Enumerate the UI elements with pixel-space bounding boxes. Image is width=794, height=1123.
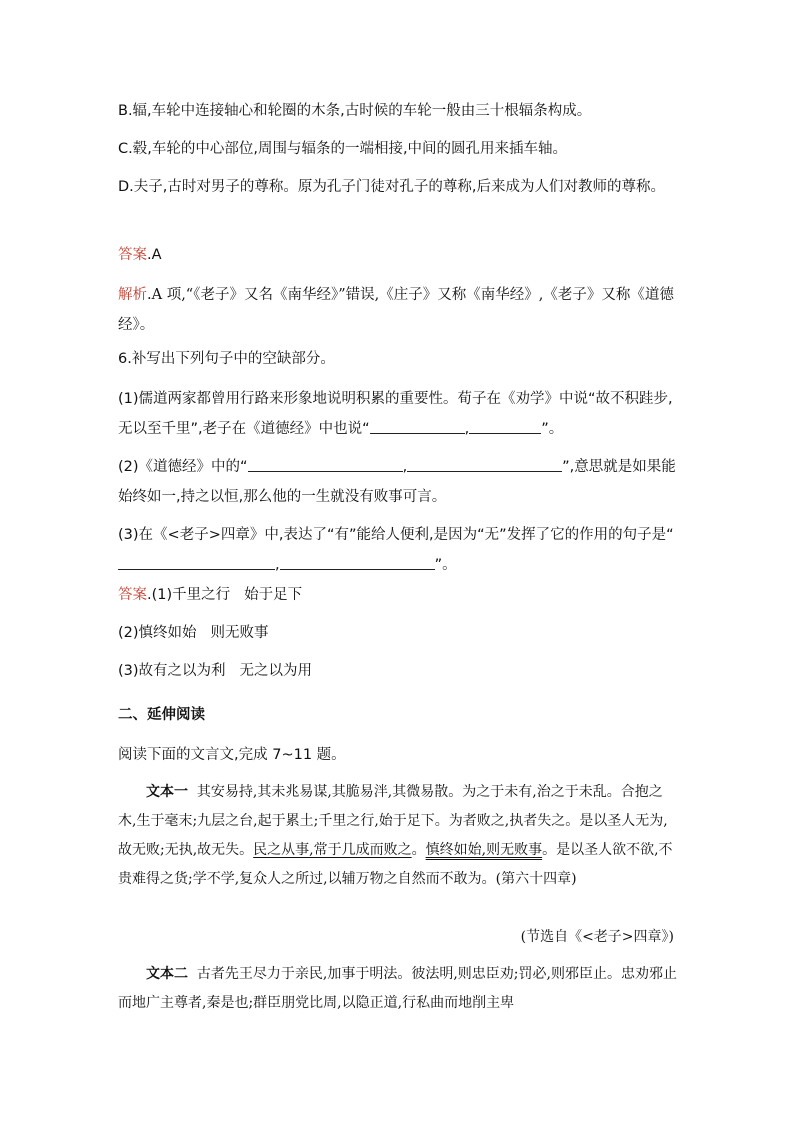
answer-6-1a: .(1)千里之行 (147, 587, 231, 603)
answer-6-1 (118, 580, 678, 610)
answer-blank[interactable] (118, 554, 275, 570)
question-6-title: 6.补写出下列句子中的空缺部分。 (118, 351, 335, 367)
q6-1-end: ”。 (541, 421, 564, 437)
text-one-source: (节选自《<老子>四章》) (520, 929, 674, 945)
reading-intro: 阅读下面的文言文,完成 7~11 题。 (118, 747, 346, 763)
answer-6-3 (118, 656, 678, 686)
analysis-label: 解析 (118, 287, 147, 303)
question-6-2 (118, 452, 678, 512)
answer-6-1b: 始于足下 (244, 587, 303, 603)
answer-6-2b: 则无败事 (210, 625, 269, 641)
option-b: B.辐,车轮中连接轴心和轮圈的木条,古时候的车轮一般由三十根辐条构成。 (118, 103, 592, 119)
answer-6-3b: 无之以为用 (239, 663, 313, 679)
q6-2-start: (2)《道德经》中的“ (118, 459, 248, 475)
answer-blank[interactable] (407, 456, 562, 472)
text-one-label: 文本一 (146, 784, 188, 800)
answer-5-value: .A (147, 247, 162, 263)
q6-3-sep: , (275, 557, 280, 573)
q6-2-sep: , (402, 459, 408, 475)
q6-1-sep: , (464, 421, 470, 437)
q6-2-end: ”,意思就是如果能始终如一,持之以恒,那么他的一生就没有败事可言。 (118, 459, 676, 505)
text-one: 文本一 其安易持,其未兆易谋,其脆易泮,其微易散。为之于未有,治之于未乱。合抱之木,生于毫末;九层之台,起于累土;千里之行,始于足下。为者败之,执者失之。是以圣人无为,故无败;无执,故无失。民之从事,常于几成而败之。慎终如始,则无败事。是以圣人欲不欲,不贵难得之货;学不学,复众人之所过,以辅万物之自然而不敢为。(第六十四章) (118, 784, 673, 887)
analysis-5-text: .A 项,“《老子》又名《南华经》”错误,《庄子》又称《南华经》,《老子》又称《道德经》。 (118, 287, 674, 333)
option-c: C.毂,车轮的中心部位,周围与辐条的一端相接,中间的圆孔用来插车轴。 (118, 141, 568, 157)
text-one-underline: 民之从事,常于几成而败之 (253, 842, 412, 858)
section-heading: 二、延伸阅读 (118, 707, 205, 723)
option-d: D.夫子,古时对男子的尊称。原为孔子门徒对孔子的尊称,后来成为人们对教师的尊称。 (118, 179, 665, 195)
answer-blank[interactable] (469, 418, 541, 434)
q6-3-start: (3)在《<老子>四章》中,表达了“有”能给人便利,是因为“无”发挥了它的作用的句子是“ (118, 527, 674, 543)
text-one-underline-2: 慎终如始,则无败事 (425, 842, 543, 858)
q6-3-end: ”。 (434, 557, 457, 573)
answer-blank[interactable] (370, 418, 465, 434)
text-one-body: 其安易持,其未兆易谋,其脆易泮,其微易散。为之于未有,治之于未乱。合抱之木,生于毫末;九层之台,起于累土;千里之行,始于足下。为者败之,执者失之。是以圣人无为,故无败;无执,故无失。 (118, 784, 668, 858)
text-one-body-end: 。是以圣人欲不欲,不贵难得之货;学不学,复众人之所过,以辅万物之自然而不敢为。(第六十四章) (118, 842, 673, 887)
analysis-5 (118, 280, 678, 340)
answer-label: 答案 (118, 587, 147, 603)
question-6-1 (118, 384, 678, 444)
answer-6-2a: (2)慎终如始 (118, 625, 197, 641)
q6-1-text: (1)儒道两家都曾用行路来形象地说明积累的重要性。荀子在《劝学》中说“故不积跬步,无以至千里”,老子在《道德经》中也说“ (118, 391, 673, 437)
text-two-body: 古者先王尽力于亲民,加事于明法。彼法明,则忠臣劝;罚必,则邪臣止。忠劝邪止而地广主尊者,秦是也;群臣朋党比周,以隐正道,行私曲而地削主卑 (118, 966, 677, 1011)
answer-blank[interactable] (280, 554, 435, 570)
answer-label: 答案 (118, 247, 147, 263)
text-two (118, 960, 678, 1018)
answer-5 (118, 240, 678, 270)
answer-6-2 (118, 618, 678, 648)
answer-blank[interactable] (248, 456, 403, 472)
text-two-label: 文本二 (146, 966, 188, 982)
answer-6-3a: (3)故有之以为利 (118, 663, 226, 679)
question-6-3 (118, 520, 678, 580)
